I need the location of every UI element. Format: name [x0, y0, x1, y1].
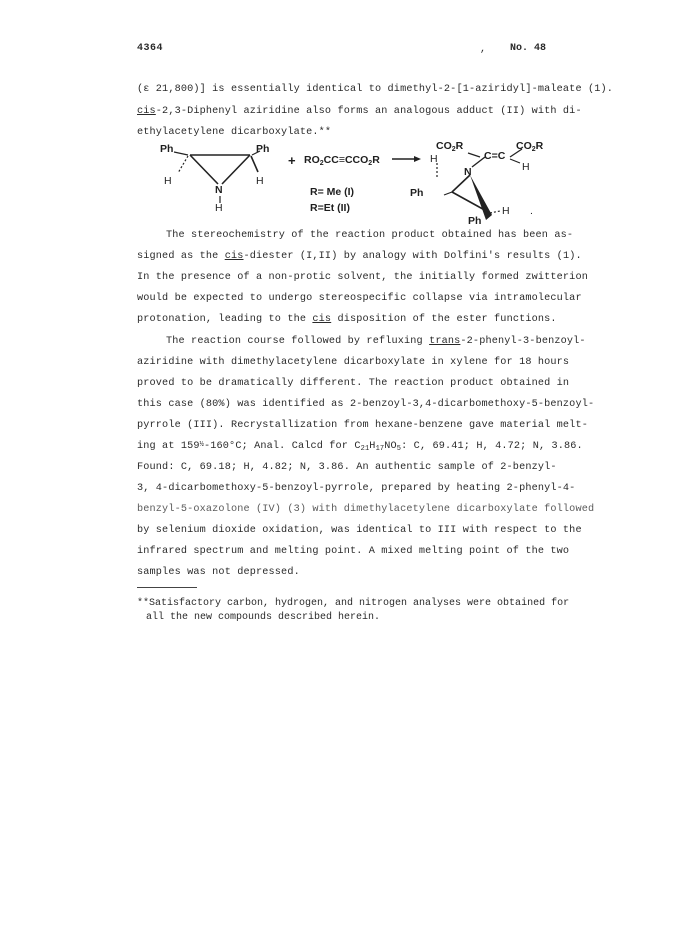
text-line: samples was not depressed. — [137, 567, 300, 578]
text-line — [137, 106, 582, 117]
text-line: The stereochemistry of the reaction product obtained has been as- — [166, 230, 574, 241]
phenyl-label: Ph — [256, 143, 270, 155]
fraction: ½ — [199, 441, 204, 449]
subscript: 21 — [360, 445, 370, 453]
header-separator: , — [480, 44, 487, 55]
subscript: 2 — [531, 146, 536, 153]
footnote-line: all the new compounds described herein. — [146, 612, 381, 623]
text-span: ing at 159 — [137, 441, 200, 452]
text-line: ethylacetylene dicarboxylate.** — [137, 127, 332, 138]
bond — [510, 159, 520, 163]
text-line: benzyl-5-oxazolone (IV) (3) with dimethylacetylene dicarboxylate followed — [137, 504, 595, 515]
issue-number: No. 48 — [510, 43, 547, 54]
text-line: proved to be dramatically different. The reaction product obtained in — [137, 378, 570, 389]
bond — [174, 152, 188, 155]
text-line: In the presence of a non-protic solvent, the initially formed zwitterion — [137, 272, 588, 283]
subscript: 2 — [368, 160, 373, 167]
cis-term: cis — [312, 314, 332, 325]
subscript: 17 — [375, 445, 385, 453]
subscript: 2 — [451, 146, 456, 153]
formula-part: CO — [436, 140, 452, 152]
text-line — [137, 441, 583, 453]
text-span: disposition of the ester functions. — [331, 314, 557, 325]
bond — [190, 155, 218, 184]
text-line: infrared spectrum and melting point. A mixed melting point of the two — [137, 546, 570, 557]
nitrogen-label: N — [464, 166, 472, 178]
formula-part: R — [535, 140, 544, 152]
hydrogen-label: H — [256, 175, 264, 187]
text-line — [166, 336, 586, 347]
cis-term: cis — [224, 251, 244, 262]
phenyl-label: Ph — [160, 143, 174, 155]
plus-sign: + — [288, 153, 296, 168]
formula-part: R — [372, 154, 380, 166]
page-number: 4364 — [137, 43, 164, 54]
text-line: Found: C, 69.18; H, 4.82; N, 3.86. An authentic sample of 2-benzyl- — [137, 462, 557, 473]
bond — [222, 155, 250, 184]
text-span: -2-phenyl-3-benzoyl- — [460, 336, 586, 347]
subscript: 2 — [319, 160, 324, 167]
r-group-1: R= Me (I) — [310, 186, 355, 198]
reagent-formula — [304, 154, 380, 167]
nitrogen-label: N — [215, 184, 223, 196]
text-line: 3, 4-dicarbomethoxy-5-benzoyl-pyrrole, prepared by heating 2-phenyl-4- — [137, 483, 576, 494]
text-span: -diester (I,II) by analogy with Dolfini's results (1). — [243, 251, 582, 262]
text-span: NO — [384, 441, 397, 452]
wedge-bond — [470, 175, 492, 220]
ester-label — [516, 140, 543, 153]
formula-part: CC≡CCO — [323, 154, 369, 166]
bond — [444, 192, 452, 195]
text-span: signed as the — [137, 251, 225, 262]
dot-mark: . — [530, 205, 533, 217]
text-line — [137, 251, 582, 262]
bond — [251, 156, 258, 172]
hydrogen-label: H — [430, 153, 438, 165]
hydrogen-label: H — [522, 161, 530, 173]
hydrogen-label: H — [502, 205, 510, 217]
text-line: would be expected to undergo stereospecific collapse via intramolecular — [137, 293, 582, 304]
formula-part: CO — [516, 140, 532, 152]
text-line: aziridine with dimethylacetylene dicarboxylate in xylene for 18 hours — [137, 357, 570, 368]
text-span: -2,3-Diphenyl aziridine also forms an analogous adduct (II) with di- — [155, 106, 582, 117]
text-line: (ε 21,800)] is essentially identical to dimethyl-2-[1-aziridyl]-maleate (1). — [137, 84, 614, 95]
formula-part: RO — [304, 154, 320, 166]
text-line — [137, 314, 557, 325]
text-span: : C, 69.41; H, 4.72; N, 3.86. — [401, 441, 583, 452]
subscript: 5 — [396, 445, 402, 453]
arrow-head — [414, 156, 421, 162]
hydrogen-label: H — [215, 202, 223, 214]
text-line: pyrrole (III). Recrystallization from hexane-benzene gave material melt- — [137, 420, 588, 431]
cis-prefix: cis — [137, 106, 156, 117]
text-span: H — [369, 441, 376, 452]
text-span: The reaction course followed by refluxing — [166, 336, 430, 347]
footnote-line: **Satisfactory carbon, hydrogen, and nitrogen analyses were obtained for — [137, 598, 570, 609]
reaction-scheme — [130, 135, 560, 225]
trans-term: trans — [429, 336, 461, 347]
hydrogen-label: H — [164, 175, 172, 187]
text-line: this case (80%) was identified as 2-benzoyl-3,4-dicarbomethoxy-5-benzoyl- — [137, 399, 595, 410]
footnote-divider — [137, 587, 197, 588]
text-span: protonation, leading to the — [137, 314, 313, 325]
hashed-bond — [178, 156, 188, 173]
r-group-2: R=Et (II) — [310, 202, 350, 214]
text-span: -160°C; Anal. Calcd for C — [204, 441, 361, 452]
ester-label — [436, 140, 463, 153]
hashed-bond — [490, 211, 500, 213]
phenyl-label: Ph — [410, 187, 424, 199]
alkene-label: C=C — [484, 150, 506, 162]
text-line: by selenium dioxide oxidation, was identical to III with respect to the — [137, 525, 582, 536]
phenyl-label: Ph — [468, 215, 482, 227]
bond — [468, 153, 480, 157]
formula-part: R — [455, 140, 464, 152]
